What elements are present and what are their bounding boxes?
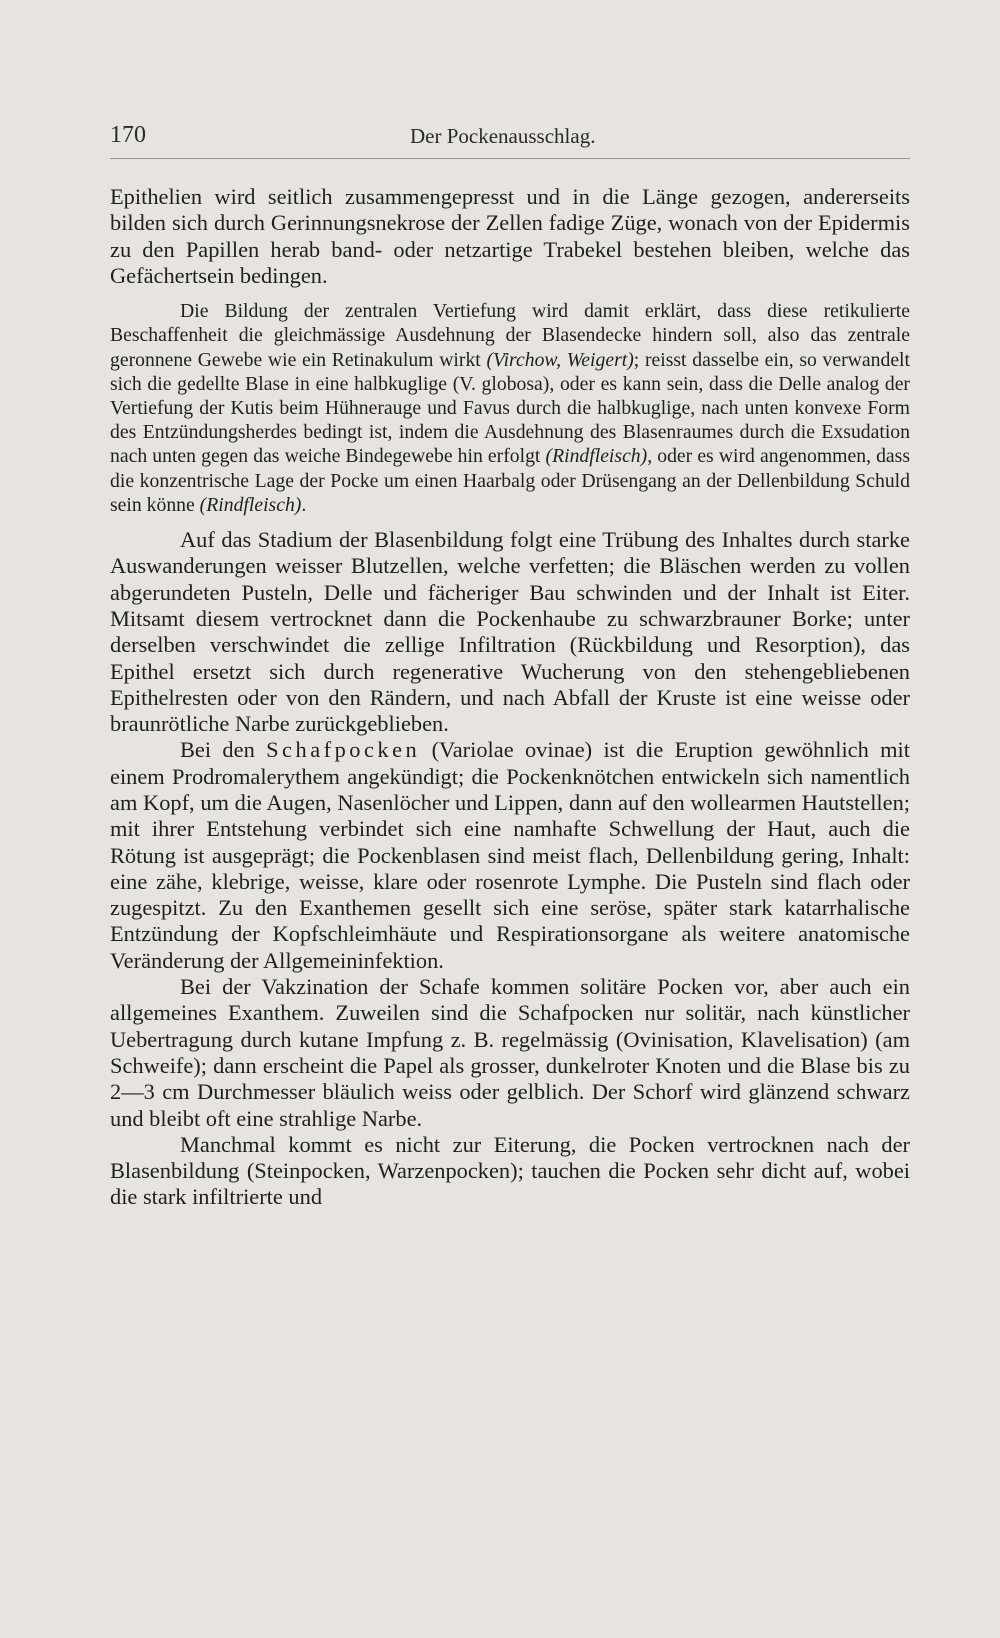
header-rule <box>110 158 910 159</box>
page-header <box>110 122 910 156</box>
paragraph-2-text-b: ; reisst dasselbe ein, so verwandelt sich die gedellte Blase in eine halbkuglige (V. globosa), oder es kann sein, dass die Delle analog der Vertiefung der Kutis beim Hühnerauge und Favus durch die halbkuglige, nach unten konvexe Form des Entzündungsherdes bedingt ist, indem die Ausdehnung des Blasenraumes durch die Exsudation nach unten gegen das weiche Bindegewebe hin erfolgt <box>110 348 910 468</box>
term-schafpocken: Schafpocken <box>266 737 421 763</box>
citation-virchow-weigert: (Virchow, Weigert) <box>486 348 634 371</box>
paragraph-4-text-b: (Variolae ovinae) ist die Eruption gewöhnlich mit einem Prodromalerythem angekündigt; die Pockenknötchen entwickeln sich namentlich am Kopf, um die Augen, Nasenlöcher und Lippen, dann auf den wollearmen Hautstellen; mit ihrer Entstehung verbindet sich eine namhafte Schwellung der Haut, auch die Rötung ist ausgeprägt; die Pockenblasen sind meist flach, Dellenbildung gering, Inhalt: eine zähe, klebrige, weisse, klare oder rosenrote Lymphe. Die Pusteln sind flach oder zugespitzt. Zu den Exanthemen gesellt sich eine seröse, später stark katarrhalische Entzündung der Kopfschleimhäute und Respirationsorgane als weitere anatomische Veränderung der Allgemeininfektion. <box>110 737 911 973</box>
paragraph-2-text-d: . <box>301 493 307 516</box>
page-number: 170 <box>110 122 146 148</box>
citation-rindfleisch-1: (Rindfleisch) <box>545 445 648 468</box>
paragraph-gap <box>110 289 910 299</box>
body-text <box>110 184 910 1211</box>
paragraph-2-small-print <box>110 299 910 517</box>
paragraph-2-text-a: Die Bildung der zentralen Vertiefung wird damit erklärt, dass diese retikulierte Beschaffenheit die gleichmässige Ausdehnung der Blasendecke hindern soll, also das zentrale geronnene Gewebe wie ein Retinakulum wirkt <box>110 300 910 371</box>
citation-rindfleisch-2: (Rindfleisch) <box>199 493 302 516</box>
paragraph-4-text-a: Bei den <box>180 737 267 763</box>
paragraph-2-text-c: , oder es wird angenommen, dass die konzentrische Lage der Pocke um einen Haarbalg oder Drüsengang an der Dellenbildung Schuld sein könne <box>110 445 910 516</box>
paragraph-6: Manchmal kommt es nicht zur Eiterung, die Pocken vertrocknen nach der Blasenbildung (Steinpocken, Warzenpocken); tauchen die Pocken sehr dicht auf, wobei die stark infiltrierte und <box>110 1131 910 1210</box>
paragraph-4 <box>110 737 910 974</box>
running-title: Der Pockenausschlag. <box>410 124 596 148</box>
paragraph-gap <box>110 517 910 527</box>
paragraph-5: Bei der Vakzination der Schafe kommen solitäre Pocken vor, aber auch ein allgemeines Exanthem. Zuweilen sind die Schafpocken nur solitär, nach künstlicher Uebertragung durch kutane Impfung z. B. regelmässig (Ovinisation, Klavelisation) (am Schweife); dann erscheint die Papel als grosser, dunkelroter Knoten und die Blase bis zu 2—3 cm Durchmesser bläulich weiss oder gelblich. Der Schorf wird glänzend schwarz und bleibt oft eine strahlige Narbe. <box>110 974 910 1131</box>
paragraph-1: Epithelien wird seitlich zusammengepresst und in die Länge gezogen, andererseits bilden sich durch Gerinnungsnekrose der Zellen fadige Züge, wonach von der Epidermis zu den Papillen herab band- oder netzartige Trabekel bestehen bleiben, welche das Gefächertsein bedingen. <box>110 184 910 288</box>
paragraph-3: Auf das Stadium der Blasenbildung folgt eine Trübung des Inhaltes durch starke Auswanderungen weisser Blutzellen, welche verfetten; die Bläschen werden zu vollen abgerundeten Pusteln, Delle und fächeriger Bau schwinden und der Inhalt ist Eiter. Mitsamt diesem vertrocknet dann die Pockenhaube zu schwarzbrauner Borke; unter derselben verschwindet die zellige Infiltration (Rückbildung und Resorption), das Epithel ersetzt sich durch regenerative Wucherung von den stehengebliebenen Epithelresten oder von den Rändern, und nach Abfall der Kruste ist eine weisse oder braunrötliche Narbe zurückgeblieben. <box>110 527 910 737</box>
